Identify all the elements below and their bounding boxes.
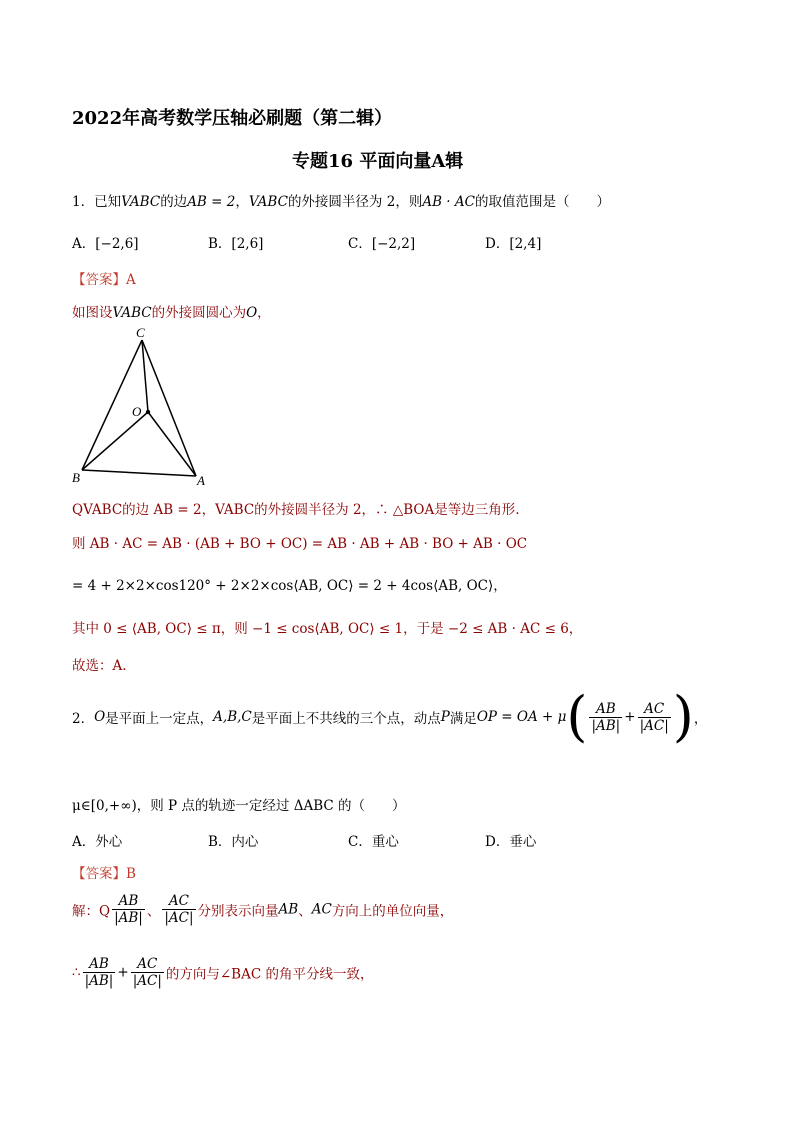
q1-option-d: D．[2,4] [485,236,542,252]
q1-stem-text: 的外接圆半径为 2，则 [287,194,423,210]
right-paren: ) [672,685,694,748]
edge-ca [142,340,196,476]
q1-dot-product: AB · AC [422,194,475,210]
q1-stem-text: 的边 [160,194,188,210]
q2-option-a: A．外心 [72,834,123,850]
q2-vector-equation: OP = OA + μ [476,709,567,725]
radius-ob [82,412,148,470]
q2-solution-line1: 解：Q $\frac{AB}{|AB|}$ 、 $\frac{AC}{|AC|}$ 分别表示向量AB、AC方向上的单位向量， [72,893,454,926]
q1-solution-line1: 如图设VABC的外接圆圆心为O， [72,305,271,321]
q2-unit-vector-ac: $\frac{AC}{|AC|}$ [639,700,669,734]
q1-solution-line2: QVABC的边 AB = 2，VABC的外接圆半径为 2，∴ △BOA是等边三角形. [72,502,520,518]
q1-solution-line3: 则 AB · AC = AB · (AB + BO + OC) = AB · AB + AB · BO + AB · OC [72,536,528,552]
center-point [146,410,150,414]
label-c: C [136,325,145,340]
doc-subtitle: 专题16 平面向量A辑 [292,151,464,172]
q2-option-d: D．垂心 [485,834,537,850]
q1-solution-line5: 其中 0 ≤ ⟨AB, OC⟩ ≤ π，则 −1 ≤ cos⟨AB, OC⟩ ≤ 1，于是 −2 ≤ AB · AC ≤ 6， [72,621,583,637]
q2-stem: 2．O是平面上一定点，A,B,C是平面上不共线的三个点，动点P满足OP = OA + μ( $\frac{AB}{|AB|}$ + $\frac{AC}{|AC|}$ )， [72,685,708,748]
q1-triangle: VABC [248,194,288,210]
q1-stem-text: ， [235,194,249,210]
q1-option-b: B．[2,6] [208,236,264,252]
q2-answer-label: 【答案】B [72,866,136,882]
q1-stem-text: 的取值范围是（ ） [474,194,610,210]
q1-option-c: C．[−2,2] [348,236,416,252]
q2-stem-line2: μ∈[0,+∞)，则 P 点的轨迹一定经过 ΔABC 的（ ） [72,798,406,814]
q2-unit-vector-ab: $\frac{AB}{|AB|}$ [591,700,621,734]
q1-answer-label: 【答案】A [72,272,136,288]
q1-stem [72,190,610,210]
label-o: O [132,404,142,419]
q1-solution-line4: = 4 + 2×2×cos120° + 2×2×cos⟨AB, OC⟩ = 2 + 4cos⟨AB, OC⟩， [72,578,507,594]
radius-oc [142,340,148,412]
label-b: B [72,470,80,485]
q1-stem-text: 1．已知 [72,194,122,210]
triangle-figure [70,322,220,492]
edge-ba [82,470,196,476]
radius-oa [148,412,196,476]
q1-option-a: A．[−2,6] [72,236,139,252]
q2-solution-line2: ∴ $\frac{AB}{|AB|}$ + $\frac{AC}{|AC|}$ 的方向与∠BAC 的角平分线一致， [72,956,374,989]
q1-triangle: VABC [121,194,161,210]
q2-option-c: C．重心 [348,834,399,850]
label-a: A [197,473,205,488]
q1-solution-line6: 故选：A. [72,658,127,674]
doc-title: 2022年高考数学压轴必刷题（第二辑） [72,108,393,129]
q1-side: AB = 2 [187,194,236,210]
q2-option-b: B．内心 [208,834,259,850]
left-paren: ( [566,685,588,748]
